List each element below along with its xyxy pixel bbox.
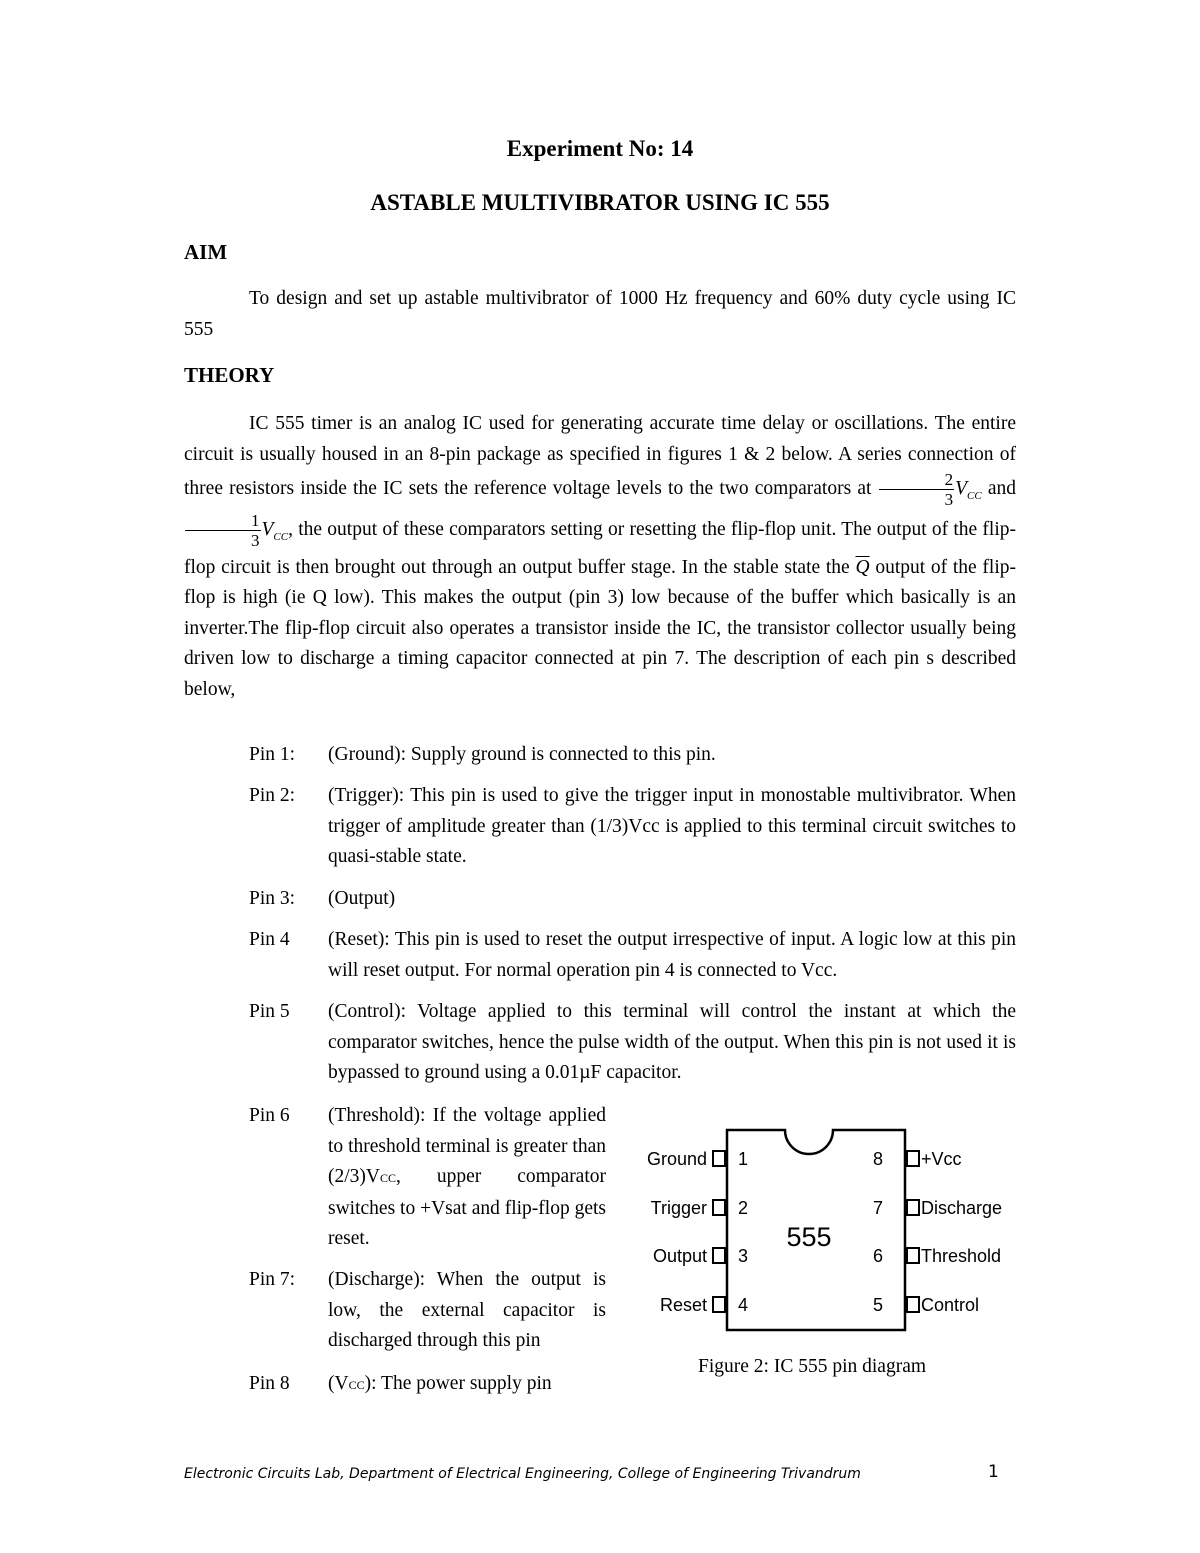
- pin-num-6: 6: [872, 1246, 883, 1266]
- vcc-subscript: CC: [967, 489, 982, 502]
- figure-caption: Figure 2: IC 555 pin diagram: [698, 1356, 927, 1377]
- pin6-desc-sub: CC: [380, 1171, 397, 1185]
- pin-name-reset: Reset: [659, 1295, 707, 1315]
- experiment-number: Experiment No: 14: [506, 136, 694, 161]
- vcc-v-2: V: [261, 519, 274, 541]
- vcc-subscript-2: CC: [273, 531, 289, 544]
- pin4-label: Pin 4: [249, 929, 290, 950]
- pin7-square: [907, 1200, 919, 1215]
- pin6-desc-b: , upper comparator switches to +Vsat and flip-flop gets reset.: [328, 1166, 606, 1249]
- ic555-pin-diagram: [630, 1120, 1020, 1340]
- pin-num-8: 8: [872, 1149, 883, 1169]
- pin1-desc: (Ground): Supply ground is connected to this pin.: [328, 744, 716, 765]
- pin-num-3: 3: [738, 1246, 749, 1266]
- pin7-desc: (Discharge): When the output is low, the external capacitor is discharged through this pin: [328, 1269, 606, 1351]
- pin3-desc: (Output): [328, 888, 396, 909]
- pin5-square: [907, 1297, 919, 1312]
- theory-text-part1: IC 555 timer is an analog IC used for generating accurate time delay or oscillations. The entire circuit is usually housed in an 8-pin package as specified in figures 1 & 2 below. A series connection of three resistors inside the IC sets the reference voltage levels to the two comparators at: [184, 413, 1016, 499]
- pin-name-threshold: Threshold: [921, 1246, 1002, 1266]
- pin7-label: Pin 7:: [249, 1269, 296, 1290]
- q-bar-symbol: $\overline{Q}$: [855, 556, 870, 578]
- pin2-desc: (Trigger): This pin is used to give the trigger input in monostable multivibrator. When trigger of amplitude greater than (1/3)Vcc is applied to this terminal circuit switches to quasi-stable state.: [328, 785, 1016, 867]
- frac2-denominator: 3: [251, 531, 260, 551]
- pin6-label: Pin 6: [249, 1105, 290, 1126]
- vcc-symbol: [955, 477, 982, 502]
- pin6-desc-a: (Threshold): If the voltage applied to threshold terminal is greater than (2/3)V: [328, 1105, 606, 1187]
- pin8-square: [907, 1151, 919, 1166]
- pin-num-2: 2: [738, 1198, 749, 1218]
- pin-num-4: 4: [738, 1295, 749, 1315]
- pin8-label: Pin 8: [249, 1373, 290, 1394]
- footer-text: Electronic Circuits Lab, Department of Electrical Engineering, College of Engineering Trivandrum: [184, 1466, 861, 1482]
- pin2-square: [713, 1200, 725, 1215]
- document-title: ASTABLE MULTIVIBRATOR USING IC 555: [370, 190, 830, 215]
- vcc-v: V: [955, 477, 967, 499]
- pin-num-5: 5: [872, 1295, 883, 1315]
- pin3-label: Pin 3:: [249, 888, 296, 909]
- pin-num-1: 1: [738, 1149, 749, 1169]
- frac2-numerator: 1: [185, 511, 261, 531]
- theory-text-part3: output of the flip-flop is high (ie Q low). This makes the output (pin 3) low because of the buffer which basically is an inverter.The flip-flop circuit also operates a transistor inside the IC, the transistor collector usually being driven low to discharge a timing capacitor connected at pin 7. The description of each pin s described below,: [184, 556, 1017, 700]
- pin1-square: [713, 1151, 725, 1166]
- vcc-symbol-2: [261, 519, 289, 544]
- pin8-desc-a: (V: [328, 1373, 349, 1394]
- pin8-desc-sub: CC: [348, 1378, 365, 1392]
- pin-name-vcc: +Vcc: [921, 1149, 962, 1169]
- pin8-desc-b: ): The power supply pin: [364, 1373, 552, 1394]
- fraction-two-thirds: [879, 470, 955, 509]
- pin4-square: [713, 1297, 725, 1312]
- pin3-square: [713, 1248, 725, 1263]
- frac1-numerator: 2: [879, 470, 955, 490]
- pin2-label: Pin 2:: [249, 785, 296, 806]
- pin-name-discharge: Discharge: [921, 1198, 1003, 1218]
- theory-text-part2: , the output of these comparators setting or resetting the flip-flop unit. The output of the flip-flop circuit is then brought out through an output buffer stage. In the stable state the: [184, 519, 1016, 578]
- aim-heading: AIM: [184, 240, 228, 264]
- pin5-label: Pin 5: [249, 1001, 290, 1022]
- fraction-one-third: [185, 511, 261, 550]
- pin1-label: Pin 1:: [249, 744, 296, 765]
- frac1-denominator: 3: [944, 490, 954, 509]
- page-number: 1: [988, 1462, 999, 1482]
- pin-name-output: Output: [652, 1246, 707, 1266]
- chip-label: 555: [786, 1222, 832, 1252]
- pin8-desc: [328, 1369, 606, 1401]
- pin-name-trigger: Trigger: [650, 1198, 707, 1218]
- theory-heading: THEORY: [184, 363, 275, 387]
- pin5-desc: (Control): Voltage applied to this terminal will control the instant at which the comparator switches, hence the pulse width of the output. When this pin is not used it is bypassed to ground using a 0.01µF capacitor.: [328, 1001, 1016, 1083]
- pin-name-ground: Ground: [646, 1149, 707, 1169]
- and-word: and: [987, 477, 1017, 499]
- pin-name-control: Control: [921, 1295, 980, 1315]
- pin6-desc: [328, 1101, 606, 1255]
- aim-text: To design and set up astable multivibrator of 1000 Hz frequency and 60% duty cycle using IC 555: [184, 288, 1016, 340]
- pin4-desc: (Reset): This pin is used to reset the output irrespective of input. A logic low at this pin will reset output. For normal operation pin 4 is connected to Vcc.: [328, 929, 1016, 981]
- pin-num-7: 7: [872, 1198, 883, 1218]
- pin6-square: [907, 1248, 919, 1263]
- theory-paragraph: [184, 409, 1016, 705]
